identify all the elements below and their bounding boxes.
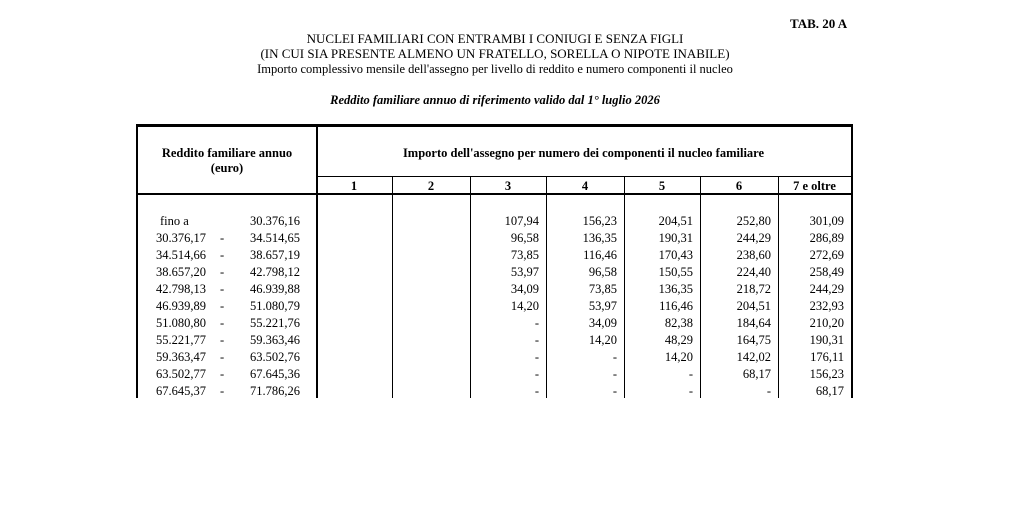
income-from: 42.798,13 <box>156 282 206 296</box>
amount-cell: - <box>534 367 539 381</box>
income-dash: - <box>220 316 225 330</box>
amount-cell <box>392 230 463 247</box>
column-header: 6 <box>735 179 743 193</box>
amount-cell: 34,09 <box>588 316 617 330</box>
amount-cell: 53,97 <box>510 265 539 279</box>
amount-cell <box>392 332 463 349</box>
amount-cell: 190,31 <box>809 333 844 347</box>
income-dash: - <box>220 248 225 262</box>
income-to: 59.363,46 <box>250 333 300 347</box>
amount-cell: 68,17 <box>742 367 771 381</box>
amount-cell: 244,29 <box>736 231 771 245</box>
income-dash: - <box>220 333 225 347</box>
amount-cell: 68,17 <box>815 384 844 398</box>
amount-cell <box>316 383 385 400</box>
income-to: 42.798,12 <box>250 265 300 279</box>
amount-cell: - <box>612 384 617 398</box>
amount-cell <box>316 264 385 281</box>
amount-cell <box>392 264 463 281</box>
income-dash: - <box>220 367 225 381</box>
amount-cell: 14,20 <box>588 333 617 347</box>
income-to: 67.645,36 <box>250 367 300 381</box>
amount-cell: 150,55 <box>658 265 693 279</box>
amount-cell: 136,35 <box>658 282 693 296</box>
amount-cell: 73,85 <box>510 248 539 262</box>
income-dash: - <box>220 231 225 245</box>
amount-cell: - <box>534 333 539 347</box>
amount-cell: 176,11 <box>810 350 844 364</box>
column-header: 4 <box>581 179 589 193</box>
income-from: fino a <box>160 214 189 228</box>
income-from: 46.939,89 <box>156 299 206 313</box>
heading-line-3: Importo complessivo mensile dell'assegno per livello di reddito e numero componenti il nucleo <box>257 62 733 76</box>
amount-cell: - <box>534 384 539 398</box>
income-from: 51.080,80 <box>156 316 206 330</box>
amount-cell: 14,20 <box>664 350 693 364</box>
amount-cell: 210,20 <box>809 316 844 330</box>
amount-cell <box>392 315 463 332</box>
amount-cell: 142,02 <box>736 350 771 364</box>
amount-cell: 164,75 <box>736 333 771 347</box>
income-from: 59.363,47 <box>156 350 206 364</box>
amount-cell <box>392 247 463 264</box>
income-header <box>138 146 316 176</box>
amount-cell <box>392 349 463 366</box>
amount-cell: 82,38 <box>664 316 693 330</box>
income-from: 63.502,77 <box>156 367 206 381</box>
amount-cell: 34,09 <box>510 282 539 296</box>
amount-cell: 218,72 <box>736 282 771 296</box>
amount-cell: 73,85 <box>588 282 617 296</box>
amount-cell: - <box>688 384 693 398</box>
amount-cell <box>316 315 385 332</box>
amount-cell: 53,97 <box>588 299 617 313</box>
amount-cell: 96,58 <box>510 231 539 245</box>
amount-cell: 286,89 <box>809 231 844 245</box>
table-code: TAB. 20 A <box>790 16 848 31</box>
income-from: 38.657,20 <box>156 265 206 279</box>
rule-right <box>851 124 853 398</box>
income-to: 30.376,16 <box>250 214 300 228</box>
amount-cell: 107,94 <box>504 214 539 228</box>
income-to: 34.514,65 <box>250 231 300 245</box>
heading-line-1: NUCLEI FAMILIARI CON ENTRAMBI I CONIUGI E SENZA FIGLI <box>306 31 684 46</box>
income-dash: - <box>220 265 225 279</box>
amount-cell: 190,31 <box>658 231 693 245</box>
amount-cell: 238,60 <box>736 248 771 262</box>
income-to: 63.502,76 <box>250 350 300 364</box>
amount-cell: 136,35 <box>582 231 617 245</box>
amount-cell: 204,51 <box>736 299 771 313</box>
amount-cell: 96,58 <box>588 265 617 279</box>
amount-cell: 156,23 <box>582 214 617 228</box>
income-to: 38.657,19 <box>250 248 300 262</box>
amount-cell <box>392 281 463 298</box>
amount-cell: - <box>688 367 693 381</box>
column-header: 2 <box>427 179 435 193</box>
amount-cell: - <box>534 350 539 364</box>
amount-cell <box>316 247 385 264</box>
amount-cell <box>316 281 385 298</box>
column-header: 3 <box>504 179 512 193</box>
amount-cell: - <box>612 350 617 364</box>
amount-cell: 156,23 <box>809 367 844 381</box>
amount-cell: 301,09 <box>809 214 844 228</box>
amount-cell <box>392 213 463 230</box>
income-dash: - <box>220 282 225 296</box>
amount-cell: 184,64 <box>736 316 771 330</box>
amount-cell: 14,20 <box>510 299 539 313</box>
amount-cell: 116,46 <box>583 248 617 262</box>
amount-cell <box>316 349 385 366</box>
amount-cell <box>316 332 385 349</box>
amount-cell: 258,49 <box>809 265 844 279</box>
heading-line-2: (IN CUI SIA PRESENTE ALMENO UN FRATELLO, SORELLA O NIPOTE INABILE) <box>260 46 730 61</box>
amount-cell: 232,93 <box>809 299 844 313</box>
amount-cell <box>316 230 385 247</box>
amount-cell: 116,46 <box>659 299 693 313</box>
income-header-line-1: Reddito familiare annuo <box>161 146 293 160</box>
rule-top <box>136 124 853 127</box>
income-to: 55.221,76 <box>250 316 300 330</box>
income-dash: - <box>220 384 225 398</box>
income-dash: - <box>220 299 225 313</box>
income-from: 34.514,66 <box>156 248 206 262</box>
amount-cell: 170,43 <box>658 248 693 262</box>
amount-cell <box>392 366 463 383</box>
amount-cell: 204,51 <box>658 214 693 228</box>
heading-line-4: Reddito familiare annuo di riferimento valido dal 1° luglio 2026 <box>330 93 660 107</box>
income-to: 71.786,26 <box>250 384 300 398</box>
income-header-line-2: (euro) <box>210 161 244 175</box>
income-from: 30.376,17 <box>156 231 206 245</box>
amount-cell: 48,29 <box>664 333 693 347</box>
amount-cell <box>392 298 463 315</box>
column-header: 5 <box>658 179 666 193</box>
amount-cell <box>316 213 385 230</box>
amount-cell <box>392 383 463 400</box>
amount-cell: - <box>766 384 771 398</box>
amount-cell: - <box>534 316 539 330</box>
amount-cell: 224,40 <box>736 265 771 279</box>
amount-cell: 272,69 <box>809 248 844 262</box>
amount-cell <box>316 366 385 383</box>
column-header: 1 <box>350 179 358 193</box>
column-header: 7 e oltre <box>793 179 836 193</box>
income-from: 67.645,37 <box>156 384 206 398</box>
amount-cell <box>316 298 385 315</box>
amount-cell: 252,80 <box>736 214 771 228</box>
amount-header: Importo dell'assegno per numero dei componenti il nucleo familiare <box>402 146 765 160</box>
income-to: 51.080,79 <box>250 299 300 313</box>
income-from: 55.221,77 <box>156 333 206 347</box>
rule-header-mid <box>316 176 853 177</box>
income-dash: - <box>220 350 225 364</box>
allowance-table <box>136 124 853 398</box>
amount-cell: 244,29 <box>809 282 844 296</box>
income-to: 46.939,88 <box>250 282 300 296</box>
amount-cell: - <box>612 367 617 381</box>
